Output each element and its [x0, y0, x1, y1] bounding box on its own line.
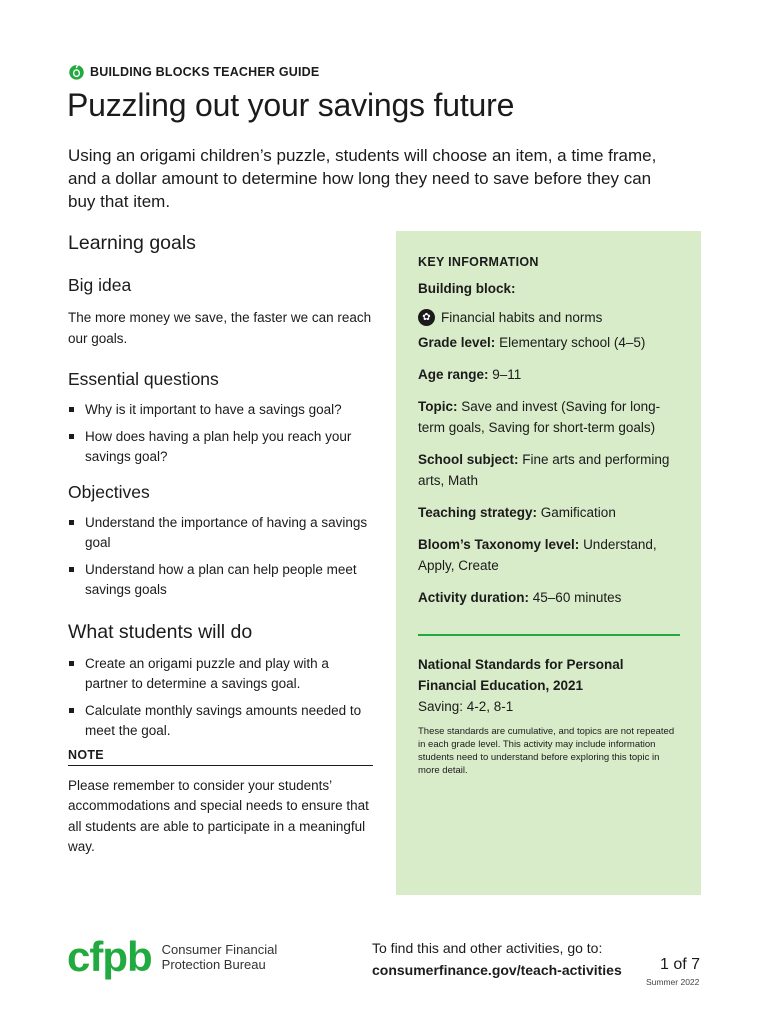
blooms-taxonomy: Bloom’s Taxonomy level: Understand, Apply, Create: [418, 537, 657, 573]
key-information-heading: KEY INFORMATION: [418, 255, 539, 269]
standards-note: These standards are cumulative, and topics are not repeated in each grade level. This activity may include information students need to understand before exploring this topic in more detail.: [418, 725, 675, 776]
essential-questions-heading: Essential questions: [68, 369, 219, 389]
list-item: How does having a plan help you reach your savings goal?: [68, 427, 373, 468]
habits-icon: ✿: [418, 309, 435, 326]
objectives-heading: Objectives: [68, 481, 150, 502]
school-subject: School subject: Fine arts and performing arts, Math: [418, 452, 670, 488]
left-column: [68, 232, 373, 858]
topic: Topic: Save and invest (Saving for long-term goals, Saving for short-term goals): [418, 399, 661, 435]
list-item: Understand how a plan can help people meet savings goals: [68, 560, 373, 601]
objectives-list: [68, 513, 373, 601]
list-item: Understand the importance of having a savings goal: [68, 513, 373, 554]
logo-text: Consumer Financial Protection Bureau: [161, 942, 278, 972]
cfpb-logo: [67, 933, 278, 980]
intro-text: Using an origami children’s puzzle, students will choose an item, a time frame, and a dollar amount to determine how long they need to save before they can buy that item.: [68, 146, 657, 211]
activity-duration: Activity duration: 45–60 minutes: [418, 590, 622, 605]
note-heading: NOTE: [68, 748, 373, 766]
page-number: 1 of 7: [660, 956, 701, 973]
find-text: To find this and other activities, go to:: [372, 940, 603, 956]
building-block-value: ✿ Financial habits and norms: [418, 309, 680, 326]
list-item: Calculate monthly savings amounts needed to meet the goal.: [68, 701, 373, 742]
teaching-strategy: Teaching strategy: Gamification: [418, 505, 616, 520]
guide-label: [68, 63, 319, 80]
grade-level: Grade level: Elementary school (4–5): [418, 335, 646, 350]
what-students-do-list: [68, 654, 373, 742]
note-text: Please remember to consider your students’ accommodations and special needs to ensure that all students are able to participate in a meaningful way.: [68, 777, 369, 854]
edition-date: Summer 2022: [646, 977, 700, 987]
learning-goals-heading: Learning goals: [68, 232, 196, 254]
list-item: Why is it important to have a savings goal?: [68, 400, 373, 421]
big-idea-text: The more money we save, the faster we can reach our goals.: [68, 310, 372, 346]
logo-mark: cfpb: [67, 933, 152, 980]
standards-value: Saving: 4-2, 8-1: [418, 698, 514, 714]
standards-heading: National Standards for Personal Financial Education, 2021: [418, 656, 624, 693]
list-item: Create an origami puzzle and play with a partner to determine a savings goal.: [68, 654, 373, 695]
age-range: Age range: 9–11: [418, 367, 522, 382]
big-idea-heading: Big idea: [68, 275, 132, 295]
activities-link[interactable]: consumerfinance.gov/teach-activities: [372, 962, 622, 978]
apple-icon: [68, 63, 85, 80]
essential-questions-list: [68, 400, 373, 468]
what-students-do-heading: What students will do: [68, 620, 253, 643]
divider: [418, 634, 680, 636]
building-block-label: Building block:: [418, 281, 516, 296]
guide-label-text: BUILDING BLOCKS TEACHER GUIDE: [90, 64, 320, 79]
page-title: Puzzling out your savings future: [67, 87, 515, 123]
footer-note: [372, 937, 622, 981]
key-information-panel: [396, 231, 701, 895]
